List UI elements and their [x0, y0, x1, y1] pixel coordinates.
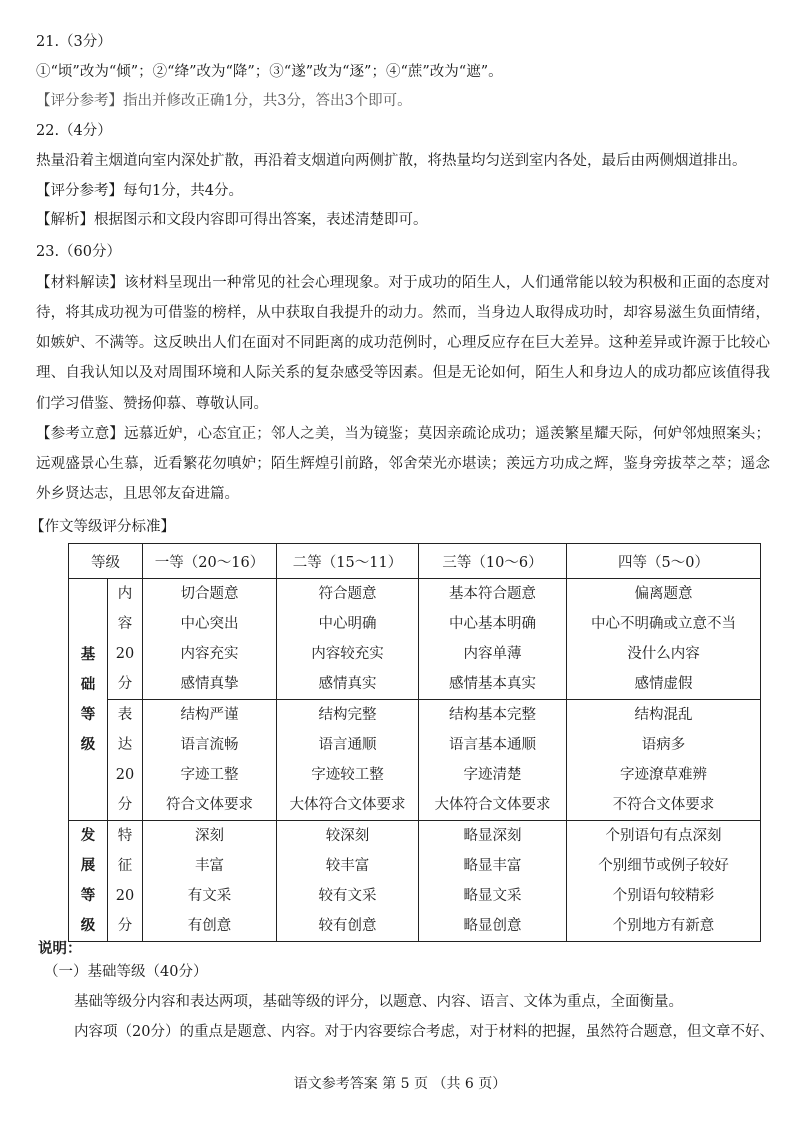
header-cell: 三等（10～6）: [419, 544, 567, 579]
table-cell: 深刻 丰富 有文采 有创意: [143, 821, 277, 942]
table-cell: 结构完整 语言通顺 字迹较工整 大体符合文体要求: [277, 700, 419, 821]
table-cell: 偏离题意 中心不明确或立意不当 没什么内容 感情虚假: [567, 579, 761, 700]
rubric-table: [68, 543, 761, 942]
q23-theme-line: 【参考立意】远慕近妒，心态宜正；邻人之美，当为镜鉴；莫因亲疏论成功；遥羡繁星耀天际，何妒邻烛照案头；: [36, 426, 770, 442]
table-row: [69, 821, 761, 942]
table-cell: 切合题意 中心突出 内容充实 感情真挚: [143, 579, 277, 700]
q23-material-line: 如嫉妒、不满等。这反映出人们在面对不同距离的成功范例时，心理反应存在巨大差异。这种差异或许源于比较心: [36, 335, 770, 351]
table-cell: 较深刻 较丰富 较有文采 较有创意: [277, 821, 419, 942]
q23-theme-line: 远观盛景心生慕，近看繁花勿嗔妒；陌生辉煌引前路，邻舍荣光亦堪读；羡远方功成之辉，鉴身旁拔萃之萃；遥念: [36, 456, 770, 472]
q22-title: 22.（4分）: [36, 123, 112, 139]
basic-level-label: 基 础 等 级: [69, 579, 108, 821]
header-cell: 一等（20～16）: [143, 544, 277, 579]
table-cell: 个别语句有点深刻 个别细节或例子较好 个别语句较精彩 个别地方有新意: [567, 821, 761, 942]
table-header-row: [69, 544, 761, 579]
header-cell: 四等（5～0）: [567, 544, 761, 579]
notes-section-1: （一）基础等级（40分）: [44, 964, 208, 980]
q23-material-line: 待，将其成功视为可借鉴的榜样，从中获取自我提升的动力。然而，当身边人取得成功时，却容易滋生负面情绪，: [36, 305, 770, 321]
q23-material-line: 理、自我认知以及对周围环境和人际关系的复杂感受等因素。但是无论如何，陌生人和身边人的成功都应该值得我: [36, 365, 770, 381]
notes-title: 说明：: [38, 940, 82, 957]
table-cell: 结构混乱 语病多 字迹潦草难辨 不符合文体要求: [567, 700, 761, 821]
q21-title: 21.（3分）: [36, 34, 112, 50]
sub-label: 内 容 20 分: [108, 579, 143, 700]
q21-answer: ①“顷”改为“倾”；②“绛”改为“降”；③“遂”改为“逐”；④“蔗”改为“遮”。: [36, 64, 503, 80]
table-cell: 结构基本完整 语言基本通顺 字迹清楚 大体符合文体要求: [419, 700, 567, 821]
q21-scoring: 【评分参考】指出并修改正确1分，共3分，答出3个即可。: [36, 93, 412, 109]
header-cell: 二等（15～11）: [277, 544, 419, 579]
q23-material-line: 们学习借鉴、赞扬仰慕、尊敬认同。: [36, 396, 268, 412]
table-cell: 结构严谨 语言流畅 字迹工整 符合文体要求: [143, 700, 277, 821]
q22-answer: 热量沿着主烟道向室内深处扩散，再沿着支烟道向两侧扩散，将热量均匀送到室内各处，最后由两侧烟道排出。: [36, 153, 747, 169]
notes-paragraph: 基础等级分内容和表达两项，基础等级的评分，以题意、内容、语言、文体为重点，全面衡量。: [74, 994, 683, 1010]
table-row: [69, 700, 761, 821]
q22-analysis: 【解析】根据图示和文段内容即可得出答案，表述清楚即可。: [36, 212, 428, 228]
rubric-title: 【作文等级评分标准】: [30, 519, 175, 535]
table-cell: 略显深刻 略显丰富 略显文采 略显创意: [419, 821, 567, 942]
header-cell: 等级: [69, 544, 143, 579]
table-cell: 基本符合题意 中心基本明确 内容单薄 感情基本真实: [419, 579, 567, 700]
page-footer: 语文参考答案 第 5 页 （共 6 页）: [293, 1076, 507, 1092]
development-level-label: 发 展 等 级: [69, 821, 108, 942]
sub-label: 特 征 20 分: [108, 821, 143, 942]
q23-title: 23.（60分）: [36, 244, 122, 260]
sub-label: 表 达 20 分: [108, 700, 143, 821]
q23-material-line: 【材料解读】该材料呈现出一种常见的社会心理现象。对于成功的陌生人，人们通常能以较为积极和正面的态度对: [36, 275, 770, 291]
q22-scoring: 【评分参考】每句1分，共4分。: [36, 183, 243, 199]
table-row: [69, 579, 761, 700]
q23-theme-line: 外乡贤达志，且思邻友奋进篇。: [36, 486, 239, 502]
notes-paragraph: 内容项（20分）的重点是题意、内容。对于内容要综合考虑，对于材料的把握，虽然符合题意，但文章不好、: [74, 1024, 774, 1040]
table-cell: 符合题意 中心明确 内容较充实 感情真实: [277, 579, 419, 700]
